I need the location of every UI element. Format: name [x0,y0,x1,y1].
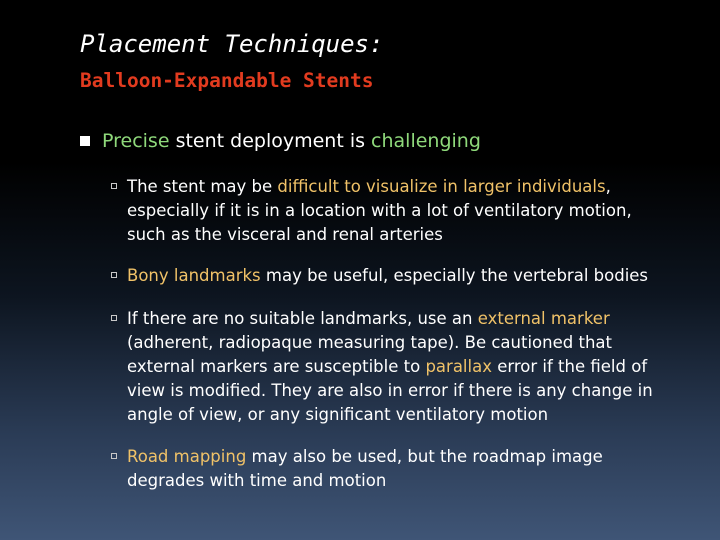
sub-bullet-bony-landmarks [111,264,671,288]
sub-bullet-visualize [111,175,671,247]
sub3-text-mid: (adherent, radiopaque measuring tape). Be cautioned that external markers are susceptible to [127,333,612,376]
square-outline-bullet-icon [111,453,117,459]
sub-bullet-road-mapping [111,445,671,493]
main-bullet [80,130,481,152]
sub1-text-pre: The stent may be [127,177,278,196]
sub2-highlight: Bony landmarks [127,266,261,285]
slide-subtitle: Balloon-Expandable Stents [80,69,374,92]
sub1-highlight: difficult to visualize in larger individuals [277,177,606,196]
sub2-text-post: may be useful, especially the vertebral bodies [260,266,649,285]
square-outline-bullet-icon [111,315,117,321]
highlight-precise: Precise [102,130,170,152]
slide-title: Placement Techniques: [80,30,384,58]
sub3-highlight-marker: external marker [477,309,610,328]
sub3-text-post: error if the field of view is modified. They are also in error if there is any change in angle of view, or any significant ventilatory motion [127,357,653,424]
square-bullet-icon [80,136,90,146]
sub3-text-pre: If there are no suitable landmarks, use an [127,309,478,328]
sub1-text-post: , especially if it is in a location with a lot of ventilatory motion, such as the visceral and renal arteries [127,177,632,244]
square-outline-bullet-icon [111,183,117,189]
main-bullet-text: stent deployment is [169,130,372,152]
sub4-text-post: may also be used, but the roadmap image degrades with time and motion [127,447,603,490]
sub4-highlight: Road mapping [127,447,247,466]
highlight-challenging: challenging [371,130,481,152]
sub-bullet-external-marker [111,307,671,427]
sub3-highlight-parallax: parallax [425,357,492,376]
square-outline-bullet-icon [111,272,117,278]
